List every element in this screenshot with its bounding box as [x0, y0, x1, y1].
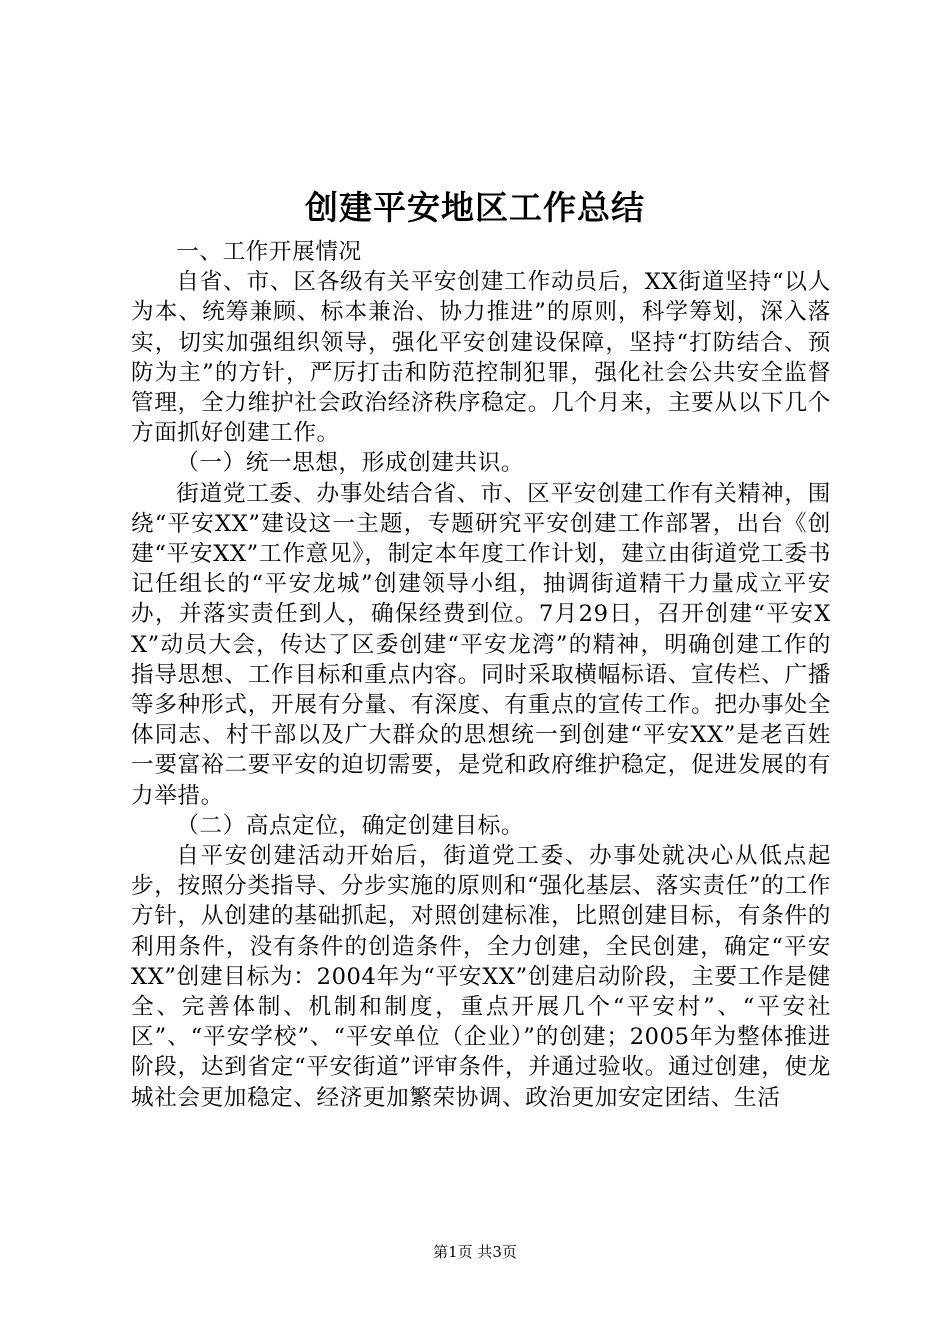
- paragraph-intro: 自省、市、区各级有关平安创建工作动员后，XX街道坚持“以人为本、统筹兼顾、标本兼治、协力推进”的原则，科学筹划，深入落实，切实加强组织领导，强化平安创建设保障，坚持“打防结合、预防为主”的方针，严厉打击和防范控制犯罪，强化社会公共安全监督管理，全力维护社会政治经济秩序稳定。几个月来，主要从以下几个方面抓好创建工作。: [131, 269, 831, 447]
- paragraph-unify-thinking: 街道党工委、办事处结合省、市、区平安创建工作有关精神，围绕“平安XX”建设这一主题，专题研究平安创建工作部署，出台《创建“平安XX”工作意见》，制定本年度工作计划，建立由街道党工委书记任组长的“平安龙城”创建领导小组，抽调街道精干力量成立平安办，并落实责任到人，确保经费到位。7月29日，召开创建“平安XX”动员大会，传达了区委创建“平安龙湾”的精神，明确创建工作的指导思想、工作目标和重点内容。同时采取横幅标语、宣传栏、广播等多种形式，开展有分量、有深度、有重点的宣传工作。把办事处全体同志、村干部以及广大群众的思想统一到创建“平安XX”是老百姓一要富裕二要平安的迫切需要，是党和政府维护稳定，促进发展的有力举措。: [131, 480, 831, 809]
- document-title: 创建平安地区工作总结: [305, 188, 645, 227]
- document-body: [131, 237, 831, 1113]
- section-heading-set-goals: （二）高点定位，确定创建目标。: [176, 812, 525, 839]
- page-number-footer: 第1页 共3页: [433, 1243, 517, 1261]
- section-heading-work-overview: 一、工作开展情况: [176, 239, 362, 265]
- section-heading-unify-thinking: （一）统一思想，形成创建共识。: [176, 450, 525, 477]
- paragraph-set-goals: 自平安创建活动开始后，街道党工委、办事处就决心从低点起步，按照分类指导、分步实施的原则和“强化基层、落实责任”的工作方针，从创建的基础抓起，对照创建标准，比照创建目标，有条件的利用条件，没有条件的创造条件，全力创建，全民创建，确定“平安XX”创建目标为：2004年为“平安XX”创建启动阶段，主要工作是健全、完善体制、机制和制度，重点开展几个“平安村”、“平安社区”、“平安学校”、“平安单位（企业）”的创建；2005年为整体推进阶段，达到省定“平安街道”评审条件，并通过验收。通过创建，使龙城社会更加稳定、经济更加繁荣协调、政治更加安定团结、生活: [131, 843, 831, 1111]
